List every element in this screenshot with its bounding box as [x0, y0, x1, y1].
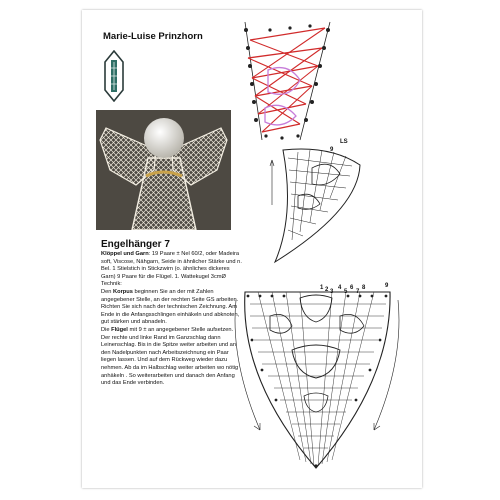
label-body-num: 9	[385, 283, 389, 289]
materials-label: Klöppel und Garn	[101, 251, 149, 257]
wings-text: mit 9 ± an angegebener Stelle aufsetzen. Der rechte und linke Rand im Ganzschlag dann Leinenschlag. Bis in die Spitze weiter arbeiten und an den Nadelpunkten nach Arbeitszeichnung ein Paar liegen lassen. Und auf dem Rückweg wieder dazu nehmen. Ab da im Halbschlag weiter arbeiten wo nötig anhäkeln . So weiterarbeiten und danach den Anfang und das Ende verbinden.	[101, 326, 239, 387]
label-wing-nine: 9	[330, 147, 334, 153]
body-label: Korpus	[113, 288, 133, 295]
label-body-num: 1	[320, 285, 324, 291]
label-body-num: 5	[344, 289, 348, 295]
wing-diagram	[270, 149, 360, 262]
author-name: Marie-Luise Prinzhorn	[103, 31, 203, 42]
label-body-num: 3	[330, 289, 334, 295]
label-ls: LS	[340, 139, 348, 145]
body-diagram	[235, 292, 399, 468]
label-body-num: 2	[325, 287, 329, 293]
wings-pre: Die	[101, 326, 112, 333]
label-body-num: 8	[362, 285, 366, 291]
body-pre: Den	[101, 288, 114, 295]
body-text: beginnen Sie an der mit Zahlen angegebener Stelle, an der rechten Seite GS arbeiten. Richten Sie sich nach der technischen Zeichnung. Am Ende in die Anfangsschlingen einhäkeln und abknoten, gut stärken und abnadeln.	[101, 288, 240, 326]
top-lace-draft	[244, 22, 330, 140]
label-body-num: 4	[338, 285, 342, 291]
technique-heading: Technik:	[101, 281, 122, 288]
label-body-num: 7	[356, 289, 360, 295]
materials-text: : 19 Paare ± Nel 60/2, oder Madeira soft, Viscose, Nähgarn, Seide in ähnlicher Stärke und n. Bel. 1 Stielstich in Stickzwirn (o. ähnliches dickeres Garn) 9 Paare für die Flügel. 1. Wattekugel 3cmØ	[101, 251, 242, 280]
wings-label: Flügel	[111, 326, 128, 333]
pattern-title: Engelhänger 7	[101, 239, 170, 250]
label-body-num: 6	[350, 285, 354, 291]
